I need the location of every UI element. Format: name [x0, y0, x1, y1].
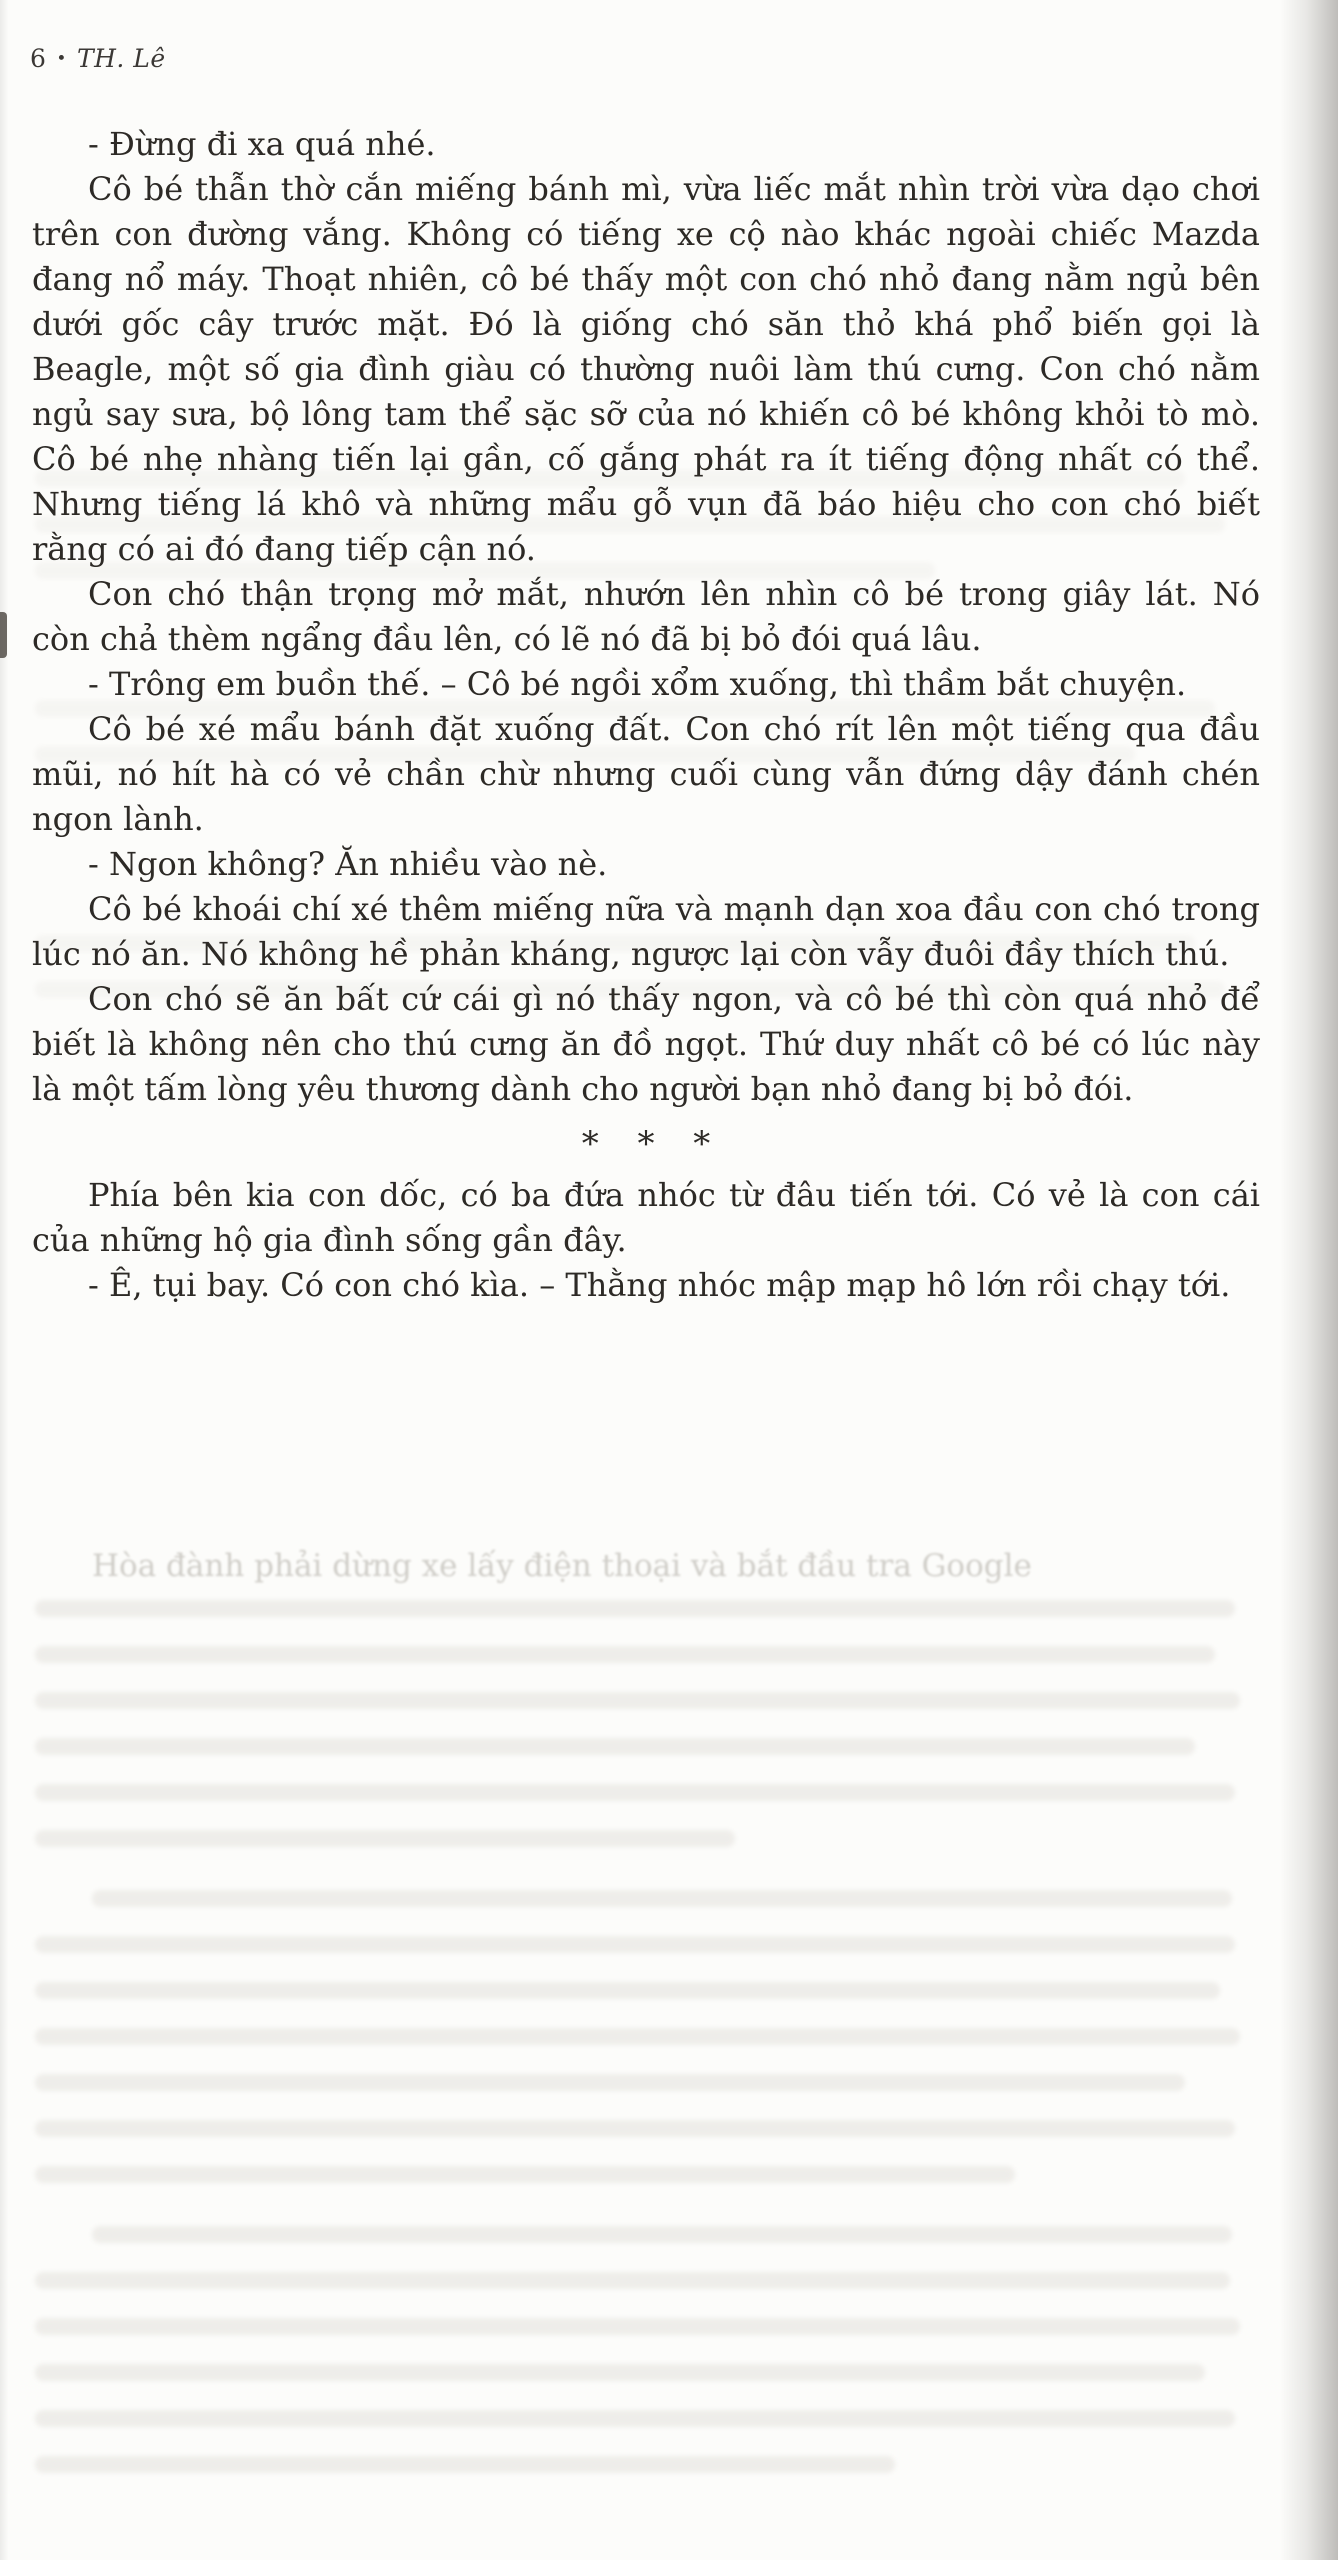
bleed-through-line [35, 2166, 1015, 2183]
paragraph: Phía bên kia con dốc, có ba đứa nhóc từ đâu tiến tới. Có vẻ là con cái của những hộ gia đình sống gần đây. [32, 1176, 1260, 1259]
paragraph: - Đừng đi xa quá nhé. [88, 125, 436, 163]
bleed-through-line [35, 2272, 1230, 2289]
text-block [32, 122, 1260, 1308]
running-title: TH. Lê [76, 44, 166, 73]
bleed-through-line [35, 1982, 1220, 1999]
paragraph: - Ê, tụi bay. Có con chó kìa. – Thằng nhóc mập mạp hô lớn rồi chạy tới. [88, 1266, 1231, 1304]
scene-separator: * * * [581, 1124, 725, 1164]
bleed-through-line [35, 2456, 895, 2473]
bleed-through-line [35, 2364, 1205, 2381]
bleed-through-line [35, 1830, 735, 1847]
left-edge-shading [0, 0, 9, 2560]
bleed-through-line [35, 1738, 1195, 1755]
bleed-through-line [35, 1936, 1235, 1953]
paragraph: Con chó sẽ ăn bất cứ cái gì nó thấy ngon, và cô bé thì còn quá nhỏ để biết là không nên cho thú cưng ăn đồ ngọt. Thứ duy nhất cô bé có lúc này là một tấm lòng yêu thương dành cho người bạn nhỏ đang bị bỏ đói. [32, 980, 1260, 1108]
paragraph: Cô bé khoái chí xé thêm miếng nữa và mạnh dạn xoa đầu con chó trong lúc nó ăn. Nó không hề phản kháng, ngược lại còn vẫy đuôi đầy thích thú. [32, 890, 1260, 973]
header-separator-dot: • [56, 49, 67, 69]
bleed-through-line [35, 2028, 1240, 2045]
paragraph: - Trông em buồn thế. – Cô bé ngồi xổm xuống, thì thầm bắt chuyện. [88, 665, 1187, 703]
paragraph: Cô bé thẫn thờ cắn miếng bánh mì, vừa liếc mắt nhìn trời vừa dạo chơi trên con đường vắng. Không có tiếng xe cộ nào khác ngoài chiếc Mazda đang nổ máy. Thoạt nhiên, cô bé thấy một con chó nhỏ đang nằm ngủ bên dưới gốc cây trước mặt. Đó là giống chó săn thỏ khá phổ biến gọi là Beagle, một số gia đình giàu có thường nuôi làm thú cưng. Con chó nằm ngủ say sưa, bộ lông tam thể sặc sỡ của nó khiến cô bé không khỏi tò mò. Cô bé nhẹ nhàng tiến lại gần, cố gắng phát ra ít tiếng động nhất có thể. Nhưng tiếng lá khô và những mẩu gỗ vụn đã báo hiệu cho con chó biết rằng có ai đó đang tiếp cận nó. [32, 170, 1260, 568]
page-number: 6 [30, 44, 47, 73]
running-header [30, 44, 166, 73]
bleed-through-line [35, 1646, 1215, 1663]
paragraph: Cô bé xé mẩu bánh đặt xuống đất. Con chó rít lên một tiếng qua đầu mũi, nó hít hà có vẻ chần chừ nhưng cuối cùng vẫn đứng dậy đánh chén ngon lành. [32, 710, 1260, 838]
bleed-through-line [35, 1784, 1235, 1801]
page-edge-shadow [1280, 0, 1338, 2560]
bleed-through-line [35, 1600, 1235, 1617]
bleed-through-line [35, 2074, 1185, 2091]
bleed-through-line [35, 2318, 1240, 2335]
bleed-through-line [35, 2410, 1235, 2427]
bleed-through-text: Hòa đành phải dừng xe lấy điện thoại và bắt đầu tra Google [92, 1548, 1032, 1584]
scan-artifact [0, 612, 7, 658]
bleed-through-line [35, 2120, 1235, 2137]
paragraph: - Ngon không? Ăn nhiều vào nè. [88, 845, 608, 883]
paragraph: Con chó thận trọng mở mắt, nhướn lên nhìn cô bé trong giây lát. Nó còn chả thèm ngẩng đầu lên, có lẽ nó đã bị bỏ đói quá lâu. [32, 575, 1260, 658]
bleed-through-line [92, 2226, 1232, 2243]
bleed-through-line [92, 1890, 1232, 1907]
bleed-through-line [35, 1692, 1240, 1709]
